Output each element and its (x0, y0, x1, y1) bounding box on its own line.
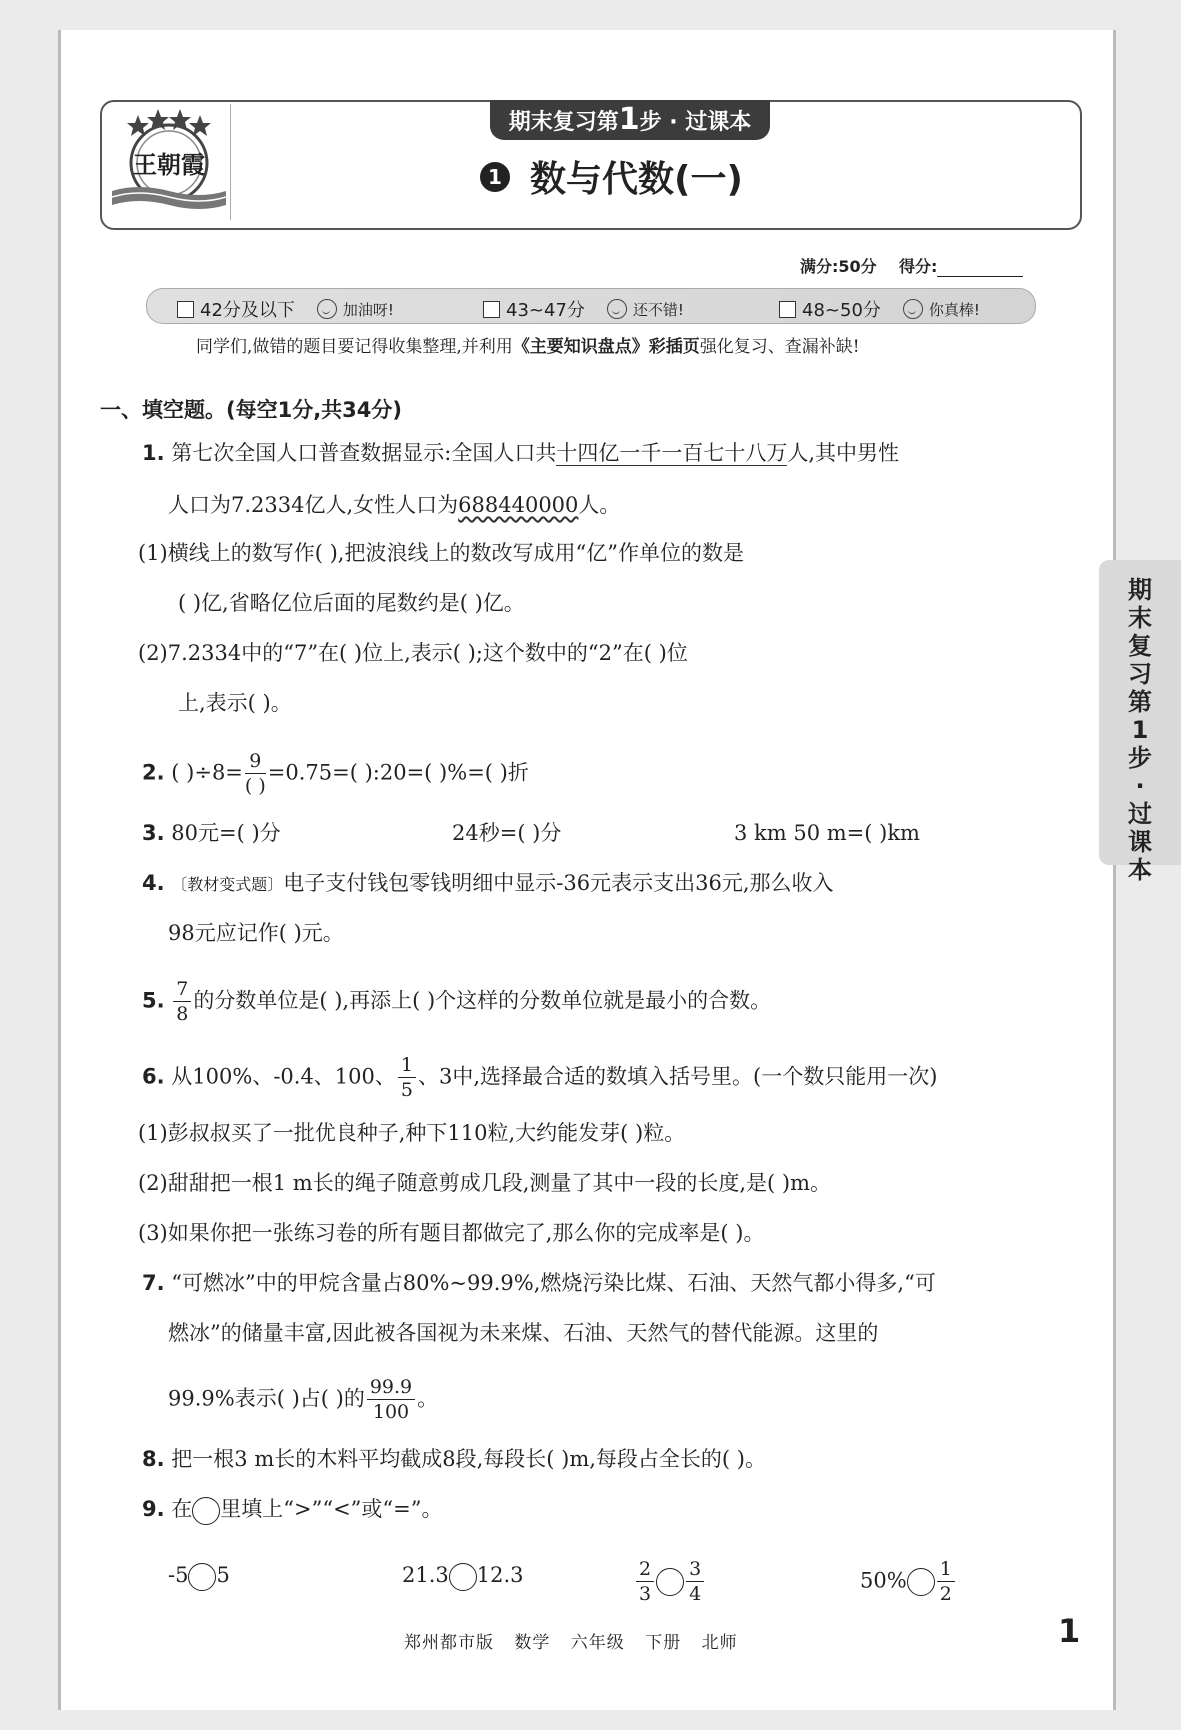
compare-left: 21.3 (402, 1563, 449, 1587)
side-tab (1099, 560, 1181, 884)
q1-text: 人口为7.2334亿人,女性人口为 (168, 493, 459, 517)
q1-text: 第七次全国人口普查数据显示:全国人口共 (171, 441, 557, 465)
q1-sub1-line2: ( )亿,省略亿位后面的尾数约是( )亿。 (178, 591, 525, 615)
compare-left: 50% (860, 1568, 907, 1593)
fraction-denominator: 3 (639, 1583, 652, 1605)
compare-circle-blank[interactable] (449, 1563, 477, 1591)
step-suffix: 步 · 过课本 (639, 110, 752, 135)
compare-2 (402, 1560, 524, 1591)
section-title: 一、填空题。(每空1分,共34分) (100, 398, 403, 422)
q4-line2: 98元应记作( )元。 (168, 921, 344, 945)
q7-text: 。 (417, 1386, 439, 1411)
question-number: 7. (142, 1271, 165, 1295)
fraction-numerator: 99.9 (367, 1378, 415, 1400)
q7-fraction (367, 1378, 415, 1422)
q7-text: “可燃冰”中的甲烷含量占80%~99.9%,燃烧污染比煤、石油、天然气都小得多,“可 (171, 1271, 936, 1295)
q2-fraction (245, 752, 266, 796)
q4-line1 (142, 868, 834, 900)
notice-book: 《主要知识盘点》彩插页 (512, 337, 700, 357)
fraction-numerator: 1 (937, 1560, 955, 1582)
q4-tag: 〔教材变式题〕 (171, 875, 284, 894)
logo-divider (230, 104, 231, 220)
question-number: 9. (142, 1497, 165, 1521)
q7-line1 (142, 1268, 936, 1298)
q1-underlined-number: 十四亿一千一百七十八万 (556, 441, 788, 465)
q1-line2 (168, 490, 620, 520)
q6-fraction (398, 1056, 416, 1100)
q1-sub1-line1: (1)横线上的数写作( ),把波浪线上的数改写成用“亿”作单位的数是 (138, 541, 744, 565)
smiley-icon (317, 299, 337, 319)
page-number: 1 (1058, 1612, 1081, 1650)
compare-left-fraction (636, 1560, 654, 1604)
fraction-denominator: 5 (400, 1079, 413, 1101)
q3-line (142, 818, 281, 848)
fraction-denominator: 8 (176, 1003, 189, 1025)
side-tab-text: 期末复习第1步·过课本 (1128, 576, 1152, 884)
q8-text: 把一根3 m长的木料平均截成8段,每段长( )m,每段占全长的( )。 (171, 1447, 766, 1471)
fraction-denominator: 4 (689, 1583, 702, 1605)
checkbox-icon[interactable] (483, 301, 500, 318)
q4-text: 电子支付钱包零钱明细中显示-36元表示支出36元,那么收入 (283, 871, 834, 895)
fraction-denominator: 100 (372, 1401, 410, 1423)
q5-line (142, 980, 771, 1024)
q1-text: 人。 (578, 493, 621, 517)
q6-line (142, 1056, 937, 1100)
q1-wavy-number: 688440000 (458, 493, 579, 517)
q3-part-a: 80元=( )分 (171, 821, 281, 845)
compare-3 (634, 1560, 706, 1604)
q7-text: 99.9%表示( )占( )的 (168, 1386, 365, 1411)
question-number: 3. (142, 821, 165, 845)
step-prefix: 期末复习第 (508, 110, 619, 135)
rating-high[interactable] (779, 296, 980, 322)
unit-title (480, 150, 800, 210)
q1-text: 人,其中男性 (787, 441, 900, 465)
rating-cheer: 你真棒! (928, 300, 980, 319)
q1-sub2-line1: (2)7.2334中的“7”在( )位上,表示( );这个数中的“2”在( )位 (138, 641, 688, 665)
q5-fraction (173, 980, 191, 1024)
fraction-numerator: 1 (398, 1056, 416, 1078)
compare-right: 12.3 (476, 1563, 524, 1587)
q1-sub2-line2: 上,表示( )。 (178, 691, 292, 715)
fraction-numerator: 3 (686, 1560, 704, 1582)
question-number: 2. (142, 760, 165, 785)
fraction-denominator: ( ) (244, 775, 266, 797)
compare-circle-blank[interactable] (907, 1568, 935, 1596)
notice-post: 强化复习、查漏补缺! (699, 337, 860, 357)
q3-part-b: 24秒=( )分 (452, 821, 562, 845)
fraction-numerator: 9 (245, 752, 266, 774)
question-number: 5. (142, 988, 165, 1013)
fraction-denominator: 2 (939, 1583, 952, 1605)
q5-text: 的分数单位是( ),再添上( )个这样的分数单位就是最小的合数。 (193, 988, 772, 1013)
q2-line (142, 752, 529, 796)
rating-low[interactable] (177, 296, 394, 322)
rating-range: 48~50分 (802, 300, 881, 321)
q6-text: 从100%、-0.4、100、 (171, 1064, 396, 1089)
q7-line2: 燃冰”的储量丰富,因此被各国视为未来煤、石油、天然气的替代能源。这里的 (168, 1321, 879, 1345)
question-number: 6. (142, 1064, 165, 1089)
q2-text: =0.75=( ):20=( )%=( )折 (267, 760, 529, 785)
fraction-numerator: 2 (636, 1560, 654, 1582)
q8-line (142, 1444, 766, 1474)
compare-circle-icon (192, 1497, 220, 1525)
compare-4 (860, 1560, 957, 1604)
q9-line (142, 1494, 442, 1525)
score-line (800, 254, 1023, 277)
logo-text: 王朝霞 (133, 150, 205, 179)
full-score: 满分:50分 (800, 257, 877, 276)
checkbox-icon[interactable] (779, 301, 796, 318)
footer-text: 郑州都市版 数学 六年级 下册 北师 (404, 1633, 738, 1653)
got-score-label: 得分: (898, 257, 938, 276)
q3-part-c: 3 km 50 m=( )km (734, 821, 920, 845)
question-number: 4. (142, 871, 165, 895)
notice-pre: 同学们,做错的题目要记得收集整理,并利用 (196, 337, 513, 357)
smiley-icon (903, 299, 923, 319)
score-blank[interactable] (937, 260, 1023, 277)
rating-cheer: 加油呀! (342, 300, 394, 319)
rating-bar (146, 288, 1036, 324)
q6-sub3: (3)如果你把一张练习卷的所有题目都做完了,那么你的完成率是( )。 (138, 1221, 765, 1245)
q6-text: 、3中,选择最合适的数填入括号里。(一个数只能用一次) (418, 1064, 938, 1089)
q2-text: ( )÷8= (171, 760, 243, 785)
q1-line1 (142, 438, 899, 468)
compare-1 (168, 1560, 230, 1591)
brand-logo (108, 105, 230, 217)
rating-range: 42分及以下 (200, 300, 295, 321)
compare-right: 5 (216, 1563, 230, 1587)
q6-sub2: (2)甜甜把一根1 m长的绳子随意剪成几段,测量了其中一段的长度,是( )m。 (138, 1171, 832, 1195)
rating-range: 43~47分 (506, 300, 585, 321)
q6-sub1: (1)彭叔叔买了一批优良种子,种下110粒,大约能发芽( )粒。 (138, 1121, 686, 1145)
compare-circle-blank[interactable] (656, 1568, 684, 1596)
compare-circle-blank[interactable] (188, 1563, 216, 1591)
checkbox-icon[interactable] (177, 301, 194, 318)
unit-title-text: 数与代数(一) (530, 159, 743, 200)
compare-right-fraction (937, 1560, 955, 1604)
q9-text: 在 (171, 1497, 193, 1521)
q9-text: 里填上“>”“<”或“=”。 (220, 1497, 443, 1521)
question-number: 8. (142, 1447, 165, 1471)
unit-number-badge: 1 (480, 162, 510, 192)
notice-text (196, 332, 860, 357)
fraction-numerator: 7 (173, 980, 191, 1002)
compare-right-fraction (686, 1560, 704, 1604)
rating-cheer: 还不错! (632, 300, 684, 319)
smiley-icon (607, 299, 627, 319)
step-number: 1 (618, 102, 640, 137)
q7-line3 (168, 1378, 438, 1422)
compare-left: -5 (168, 1563, 189, 1587)
question-number: 1. (142, 441, 165, 465)
rating-mid[interactable] (483, 296, 684, 322)
step-tab (490, 100, 770, 140)
